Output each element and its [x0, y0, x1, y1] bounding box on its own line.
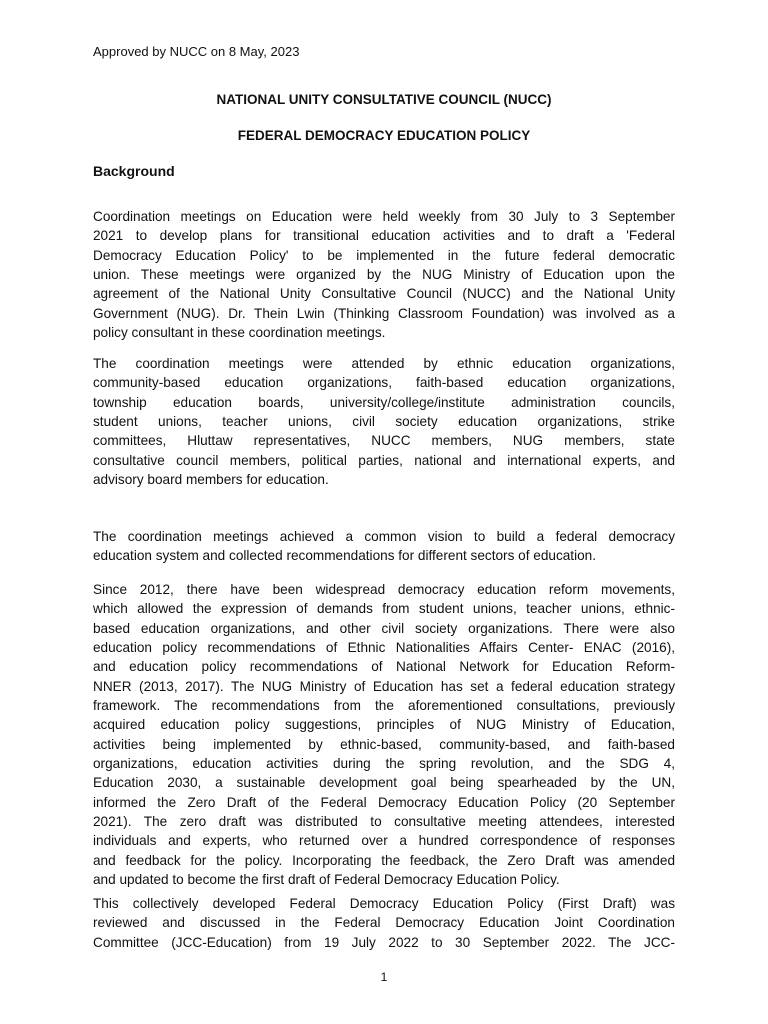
section-heading: Background [93, 163, 175, 179]
paragraph-5 [93, 894, 675, 952]
paragraph-1 [93, 207, 675, 342]
text-line: 2021 to develop plans for transitional education activities and to draft a 'Federal [93, 228, 675, 244]
text-line: organizations, education activities during the spring revolution, and the SDG 4, [93, 756, 675, 772]
text-line: The coordination meetings were attended by ethnic education organizations, [93, 356, 675, 371]
text-line: Committee (JCC-Education) from 19 July 2022 to 30 September 2022. The JCC- [93, 934, 675, 950]
text-line: This collectively developed Federal Democracy Education Policy (First Draft) was [93, 896, 675, 911]
page-number: 1 [380, 970, 388, 984]
text-line: education policy recommendations of Ethnic Nationalities Affairs Center- ENAC (2016), [93, 640, 675, 656]
text-line: and feedback for the policy. Incorporating the feedback, the Zero Draft was amended [93, 852, 675, 868]
paragraph-2 [93, 354, 675, 489]
text-line: which allowed the expression of demands from student unions, teacher unions, ethnic- [93, 601, 675, 617]
text-line: Since 2012, there have been widespread democracy education reform movements, [93, 582, 675, 597]
text-line: agreement of the National Unity Consultative Council (NUCC) and the National Unity [93, 286, 675, 302]
text-line: and education policy recommendations of National Network for Education Reform- [93, 659, 675, 675]
text-line: activities being implemented by ethnic-based, community-based, and faith-based [93, 736, 675, 752]
document-title: NATIONAL UNITY CONSULTATIVE COUNCIL (NUCC) [216, 92, 552, 107]
text-line: advisory board members for education. [93, 472, 329, 488]
paragraph-4 [93, 580, 675, 890]
document-subtitle: FEDERAL DEMOCRACY EDUCATION POLICY [237, 128, 531, 143]
text-line: policy consultant in these coordination meetings. [93, 325, 386, 341]
text-line: individuals and experts, who returned over a hundred correspondence of responses [93, 833, 675, 849]
text-line: NNER (2013, 2017). The NUG Ministry of Education has set a federal education strategy [93, 678, 675, 694]
text-line: union. These meetings were organized by the NUG Ministry of Education upon the [93, 267, 675, 283]
text-line: consultative council members, political parties, national and international experts, and [93, 452, 675, 468]
text-line: student unions, teacher unions, civil society education organizations, strike [93, 414, 675, 430]
text-line: Education 2030, a sustainable development goal being spearheaded by the UN, [93, 775, 675, 791]
text-line: 2021). The zero draft was distributed to consultative meeting attendees, interested [93, 814, 675, 830]
text-line: acquired education policy suggestions, principles of NUG Ministry of Education, [93, 717, 675, 733]
text-line: committees, Hluttaw representatives, NUCC members, NUG members, state [93, 433, 675, 449]
text-line: informed the Zero Draft of the Federal Democracy Education Policy (20 September [93, 794, 675, 810]
text-line: The coordination meetings achieved a common vision to build a federal democracy [93, 529, 675, 544]
text-line: based education organizations, and other civil society organizations. There were also [93, 620, 675, 636]
text-line: Government (NUG). Dr. Thein Lwin (Thinking Classroom Foundation) was involved as a [93, 305, 675, 321]
approval-note: Approved by NUCC on 8 May, 2023 [93, 44, 300, 59]
paragraph-3 [93, 527, 675, 566]
text-line: reviewed and discussed in the Federal Democracy Education Joint Coordination [93, 915, 675, 931]
text-line: and updated to become the first draft of Federal Democracy Education Policy. [93, 872, 560, 888]
text-line: township education boards, university/college/institute administration councils, [93, 394, 675, 410]
text-line: Democracy Education Policy' to be implemented in the future federal democratic [93, 247, 675, 263]
text-line: Coordination meetings on Education were held weekly from 30 July to 3 September [93, 209, 675, 224]
text-line: framework. The recommendations from the aforementioned consultations, previously [93, 698, 675, 714]
text-line: community-based education organizations, faith-based education organizations, [93, 375, 675, 391]
text-line: education system and collected recommendations for different sectors of education. [93, 548, 596, 564]
